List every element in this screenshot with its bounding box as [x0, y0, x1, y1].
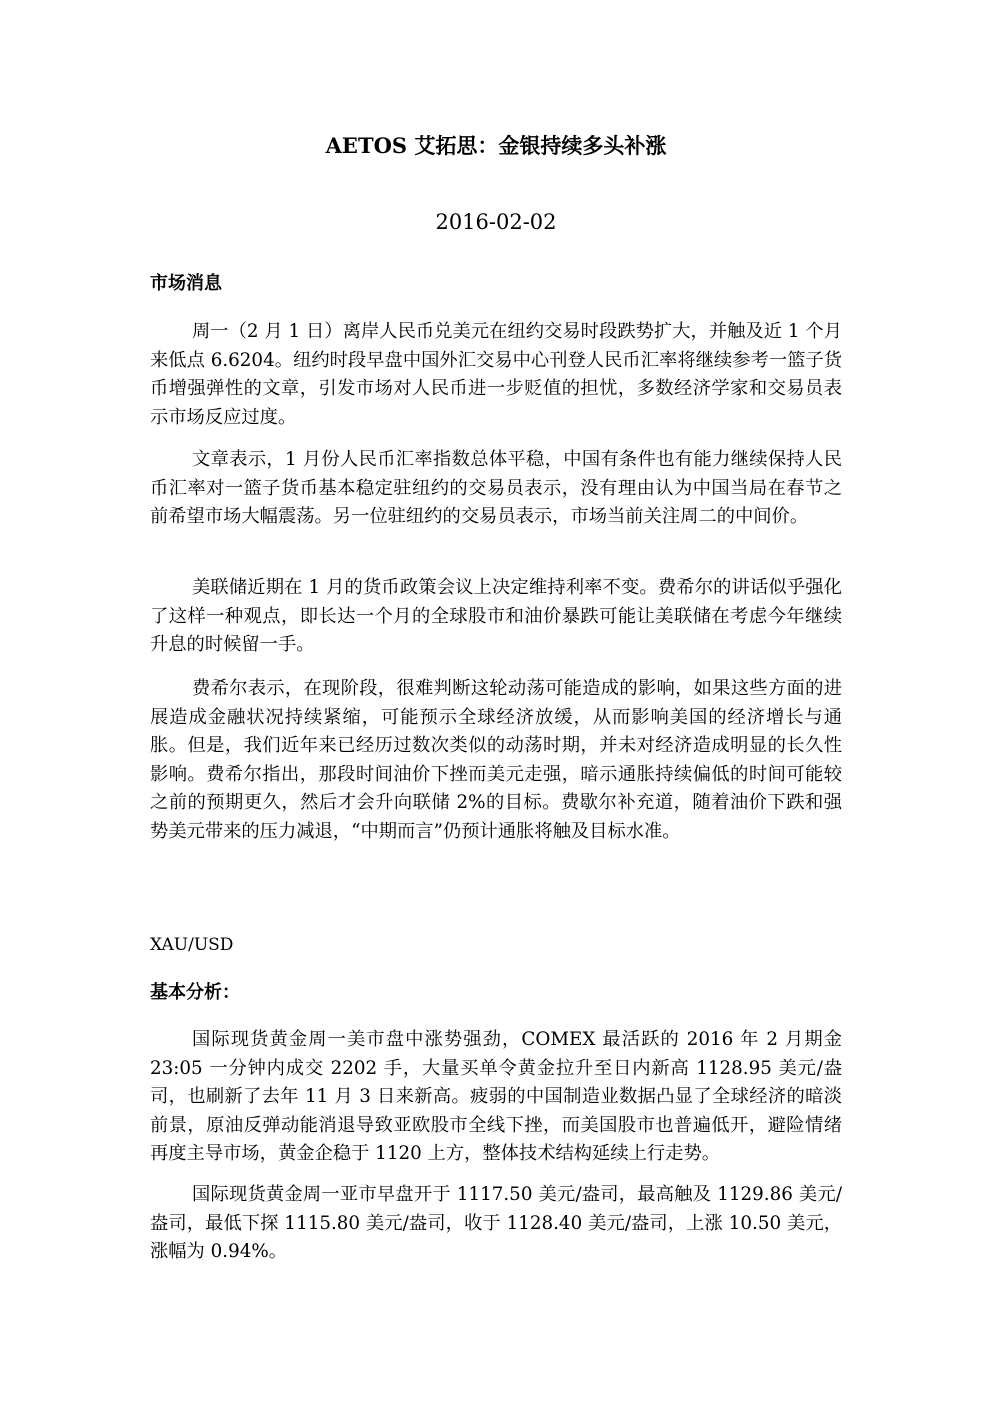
- market-news-paragraph-3: 美联储近期在 1 月的货币政策会议上决定维持利率不变。费希尔的讲话似乎强化了这样一种观点，即长达一个月的全球股市和油价暴跌可能让美联储在考虑今年继续升息的时候留一手。: [150, 577, 842, 655]
- gold-paragraph-2: 国际现货黄金周一亚市早盘开于 1117.50 美元/盎司，最高触及 1129.86 美元/盎司，最低下探 1115.80 美元/盎司，收于 1128.40 美元/盎司，上涨 10.50 美元，涨幅为 0.94%。: [150, 1184, 842, 1262]
- xauusd-label: XAU/USD: [150, 935, 234, 955]
- document-title: AETOS 艾拓思：金银持续多头补涨: [325, 133, 667, 158]
- fundamental-analysis-heading: 基本分析：: [150, 982, 240, 1003]
- market-news-heading: 市场消息: [150, 273, 222, 294]
- market-news-paragraph-2: 文章表示，1 月份人民币汇率指数总体平稳，中国有条件也有能力继续保持人民币汇率对一篮子货币基本稳定驻纽约的交易员表示，没有理由认为中国当局在春节之前希望市场大幅震荡。另一位驻纽约的交易员表示，市场当前关注周二的中间价。: [150, 449, 842, 527]
- market-news-paragraph-4: 费希尔表示，在现阶段，很难判断这轮动荡可能造成的影响，如果这些方面的进展造成金融状况持续紧缩，可能预示全球经济放缓，从而影响美国的经济增长与通胀。但是，我们近年来已经历过数次类似的动荡时期，并未对经济造成明显的长久性影响。费希尔指出，那段时间油价下挫而美元走强，暗示通胀持续偏低的时间可能较之前的预期更久，然后才会升向联储 2%的目标。费歇尔补充道，随着油价下跌和强势美元带来的压力减退，“中期而言”仍预计通胀将触及目标水准。: [150, 678, 842, 842]
- document-date: 2016-02-02: [435, 210, 557, 234]
- market-news-paragraph-1: 周一（2 月 1 日）离岸人民币兑美元在纽约交易时段跌势扩大，并触及近 1 个月来低点 6.6204。纽约时段早盘中国外汇交易中心刊登人民币汇率将继续参考一篮子货币增强弹性的文章，引发市场对人民币进一步贬值的担忧，多数经济学家和交易员表示市场反应过度。: [150, 321, 842, 428]
- gold-paragraph-1: 国际现货黄金周一美市盘中涨势强劲，COMEX 最活跃的 2016 年 2 月期金 23:05 一分钟内成交 2202 手，大量买单令黄金拉升至日内新高 1128.95 美元/盎司，也刷新了去年 11 月 3 日来新高。疲弱的中国制造业数据凸显了全球经济的暗淡前景，原油反弹动能消退导致亚欧股市全线下挫，而美国股市也普遍低开，避险情绪再度主导市场，黄金企稳于 1120 上方，整体技术结构延续上行走势。: [150, 1029, 842, 1164]
- document-page: [150, 0, 842, 1403]
